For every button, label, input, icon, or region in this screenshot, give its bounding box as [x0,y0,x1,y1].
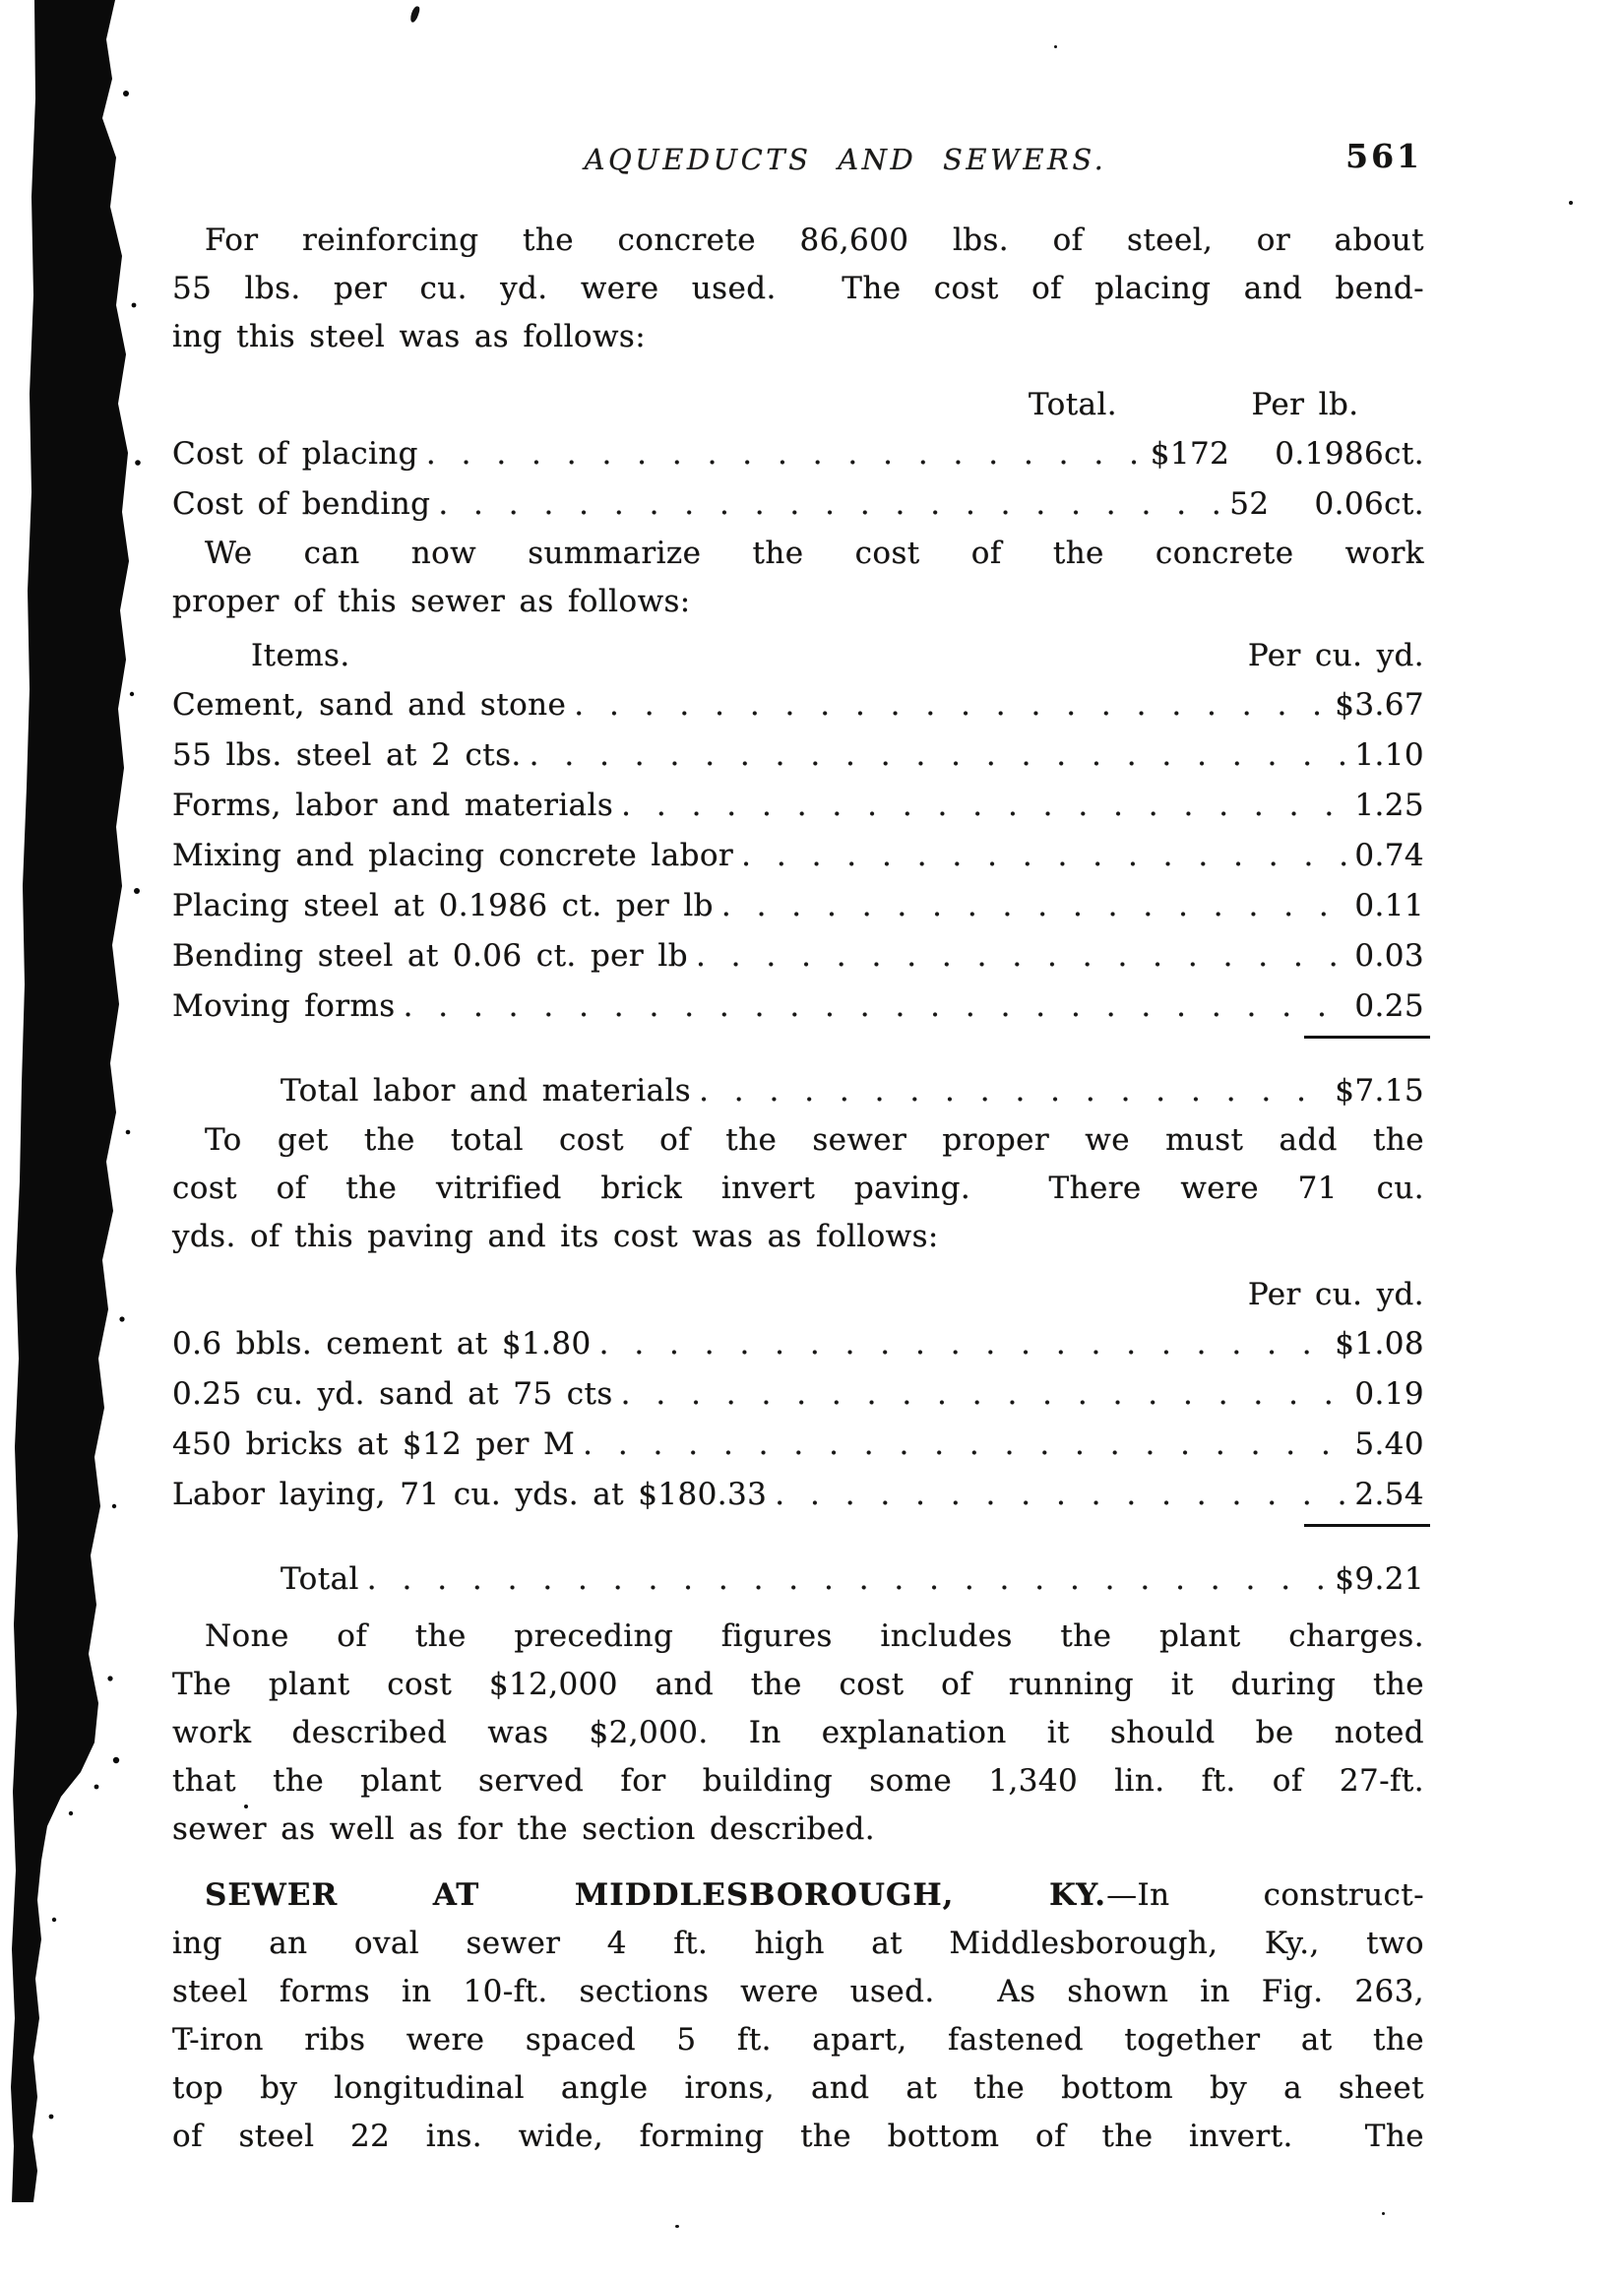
scan-speck [1054,45,1057,48]
amount: 0.19 [1354,1376,1424,1412]
total-amount: $7.15 [1335,1073,1424,1109]
row-label: 450 bricks at $12 per M [172,1426,576,1462]
table-row [172,1319,1424,1369]
table-row [172,982,1424,1032]
rate-unit: ct. [1384,436,1424,472]
table-row [172,680,1424,730]
dot-leader [721,881,1350,931]
column-header-items: Items. [251,638,350,673]
text-line: ing this steel was as follows: [172,319,647,354]
column-header-per-lb: Per lb. [1251,387,1359,422]
text-line: proper of this sewer as follows: [172,584,691,619]
table-row [172,730,1424,781]
text-line [172,1871,1424,1920]
dot-leader [741,831,1350,881]
total-label: Total [281,1561,359,1597]
dot-leader [621,781,1350,831]
amount: $3.67 [1335,687,1424,723]
sum-rule [1304,1524,1430,1527]
row-label: Bending steel at 0.06 ct. per lb [172,938,688,974]
text-line: cost of the vitrified brick invert paving. There were 71 cu. [172,1171,1424,1206]
amount: $1.08 [1335,1326,1424,1362]
amount: 2.54 [1354,1477,1424,1512]
scan-speck [675,2225,679,2228]
dot-leader [404,982,1351,1032]
chapter-title: AQUEDUCTS AND SEWERS. [584,143,1107,176]
amount: 1.25 [1354,788,1424,823]
text-line: of steel 22 ins. wide, forming the bottom of the invert. The [172,2119,1424,2154]
text-line: steel forms in 10-ft. sections were used. As shown in Fig. 263, [172,1974,1424,2009]
steel-cost-table-header [172,381,1424,429]
table-row [172,831,1424,881]
amount: $172 [1150,436,1230,472]
row-label: Placing steel at 0.1986 ct. per lb [172,888,714,923]
text-line: that the plant served for building some 1,340 lin. ft. of 27-ft. [172,1763,1424,1799]
page-content [172,136,1424,2161]
page-number: 561 [1345,137,1422,175]
table-row [172,1420,1424,1470]
row-label: Labor laying, 71 cu. yds. at $180.33 [172,1477,768,1512]
dot-leader [699,1066,1331,1116]
dot-leader [599,1319,1332,1369]
total-amount: $9.21 [1335,1561,1424,1597]
scan-speck [1382,2212,1385,2215]
row-label: Forms, labor and materials [172,788,614,823]
table-row [172,881,1424,931]
total-label: Total labor and materials [281,1073,692,1109]
dot-leader [426,429,1147,479]
rate-cell [1315,479,1425,530]
paving-cost-table [172,1271,1424,1605]
dot-leader [367,1554,1331,1605]
text-line: top by longitudinal angle irons, and at the bottom by a sheet [172,2070,1424,2106]
scan-speck [1569,201,1573,205]
rate-unit: ct. [1384,486,1424,522]
table-total-row [172,1066,1424,1116]
amount: 1.10 [1354,737,1424,773]
row-label: 0.25 cu. yd. sand at 75 cts [172,1376,613,1412]
rate: 0.1986 [1275,436,1385,472]
text-line: We can now summarize the cost of the concrete work [205,536,1424,571]
dot-leader [530,730,1351,781]
rate-cell [1275,429,1424,479]
concrete-summary-header [172,632,1424,680]
row-label: Moving forms [172,988,396,1024]
sum-rule [1304,1036,1430,1039]
text-line: work described was $2,000. In explanation it should be noted [172,1715,1424,1750]
text-line: None of the preceding figures includes the plant charges. [205,1618,1424,1654]
concrete-summary-table [172,632,1424,1116]
paragraph-invert-paving [172,1116,1424,1261]
table-row [172,1369,1424,1420]
table-row [172,429,1424,479]
section-heading: SEWER AT MIDDLESBOROUGH, KY. [205,1877,1107,1913]
scan-speck [409,5,421,23]
dot-leader [775,1470,1350,1520]
text-line: For reinforcing the concrete 86,600 lbs. of steel, or about [205,222,1424,258]
text-line: ing an oval sewer 4 ft. high at Middlesborough, Ky., two [172,1926,1424,1961]
text-line: 55 lbs. per cu. yd. were used. The cost of placing and bend- [172,271,1424,306]
table-total-row [172,1554,1424,1605]
text-line: T-iron ribs were spaced 5 ft. apart, fastened together at the [172,2022,1424,2058]
table-row [172,479,1424,530]
amount: 0.74 [1354,838,1424,873]
rate: 0.06 [1314,486,1385,522]
amount: 5.40 [1354,1426,1424,1462]
paragraph-reinforcing [172,217,1424,361]
dot-leader [696,931,1350,982]
dot-leader [621,1369,1351,1420]
text-line-rest: —In construct- [1106,1877,1425,1913]
paragraph-plant-charges [172,1613,1424,1854]
amount: 0.03 [1354,938,1424,974]
column-header-total: Total. [1028,387,1118,422]
dot-leader [574,680,1331,730]
column-header-per-cu-yd: Per cu. yd. [1247,638,1424,673]
table-row [172,1470,1424,1520]
amount: 0.11 [1354,888,1424,923]
row-label: Mixing and placing concrete labor [172,838,734,873]
running-head [172,136,1424,193]
row-label: 0.6 bbls. cement at $1.80 [172,1326,592,1362]
row-label: Cement, sand and stone [172,687,567,723]
row-label: Cost of bending [172,486,431,522]
text-line: To get the total cost of the sewer proper we must add the [205,1122,1424,1158]
table-row [172,931,1424,982]
steel-cost-table [172,381,1424,530]
dot-leader [438,479,1218,530]
row-label: Cost of placing [172,436,418,472]
row-label: 55 lbs. steel at 2 cts. [172,737,522,773]
text-line: sewer as well as for the section described. [172,1811,876,1847]
dot-leader [583,1420,1350,1470]
text-line: yds. of this paving and its cost was as follows: [172,1219,939,1254]
paragraph-middlesborough [172,1871,1424,2161]
paragraph-summarize [172,530,1424,626]
column-header-per-cu-yd: Per cu. yd. [1247,1277,1424,1312]
table-row [172,781,1424,831]
amount: 52 [1229,486,1270,522]
scan-binding-shadow [0,0,157,2281]
text-line: The plant cost $12,000 and the cost of running it during the [172,1667,1424,1702]
amount: 0.25 [1354,988,1424,1024]
